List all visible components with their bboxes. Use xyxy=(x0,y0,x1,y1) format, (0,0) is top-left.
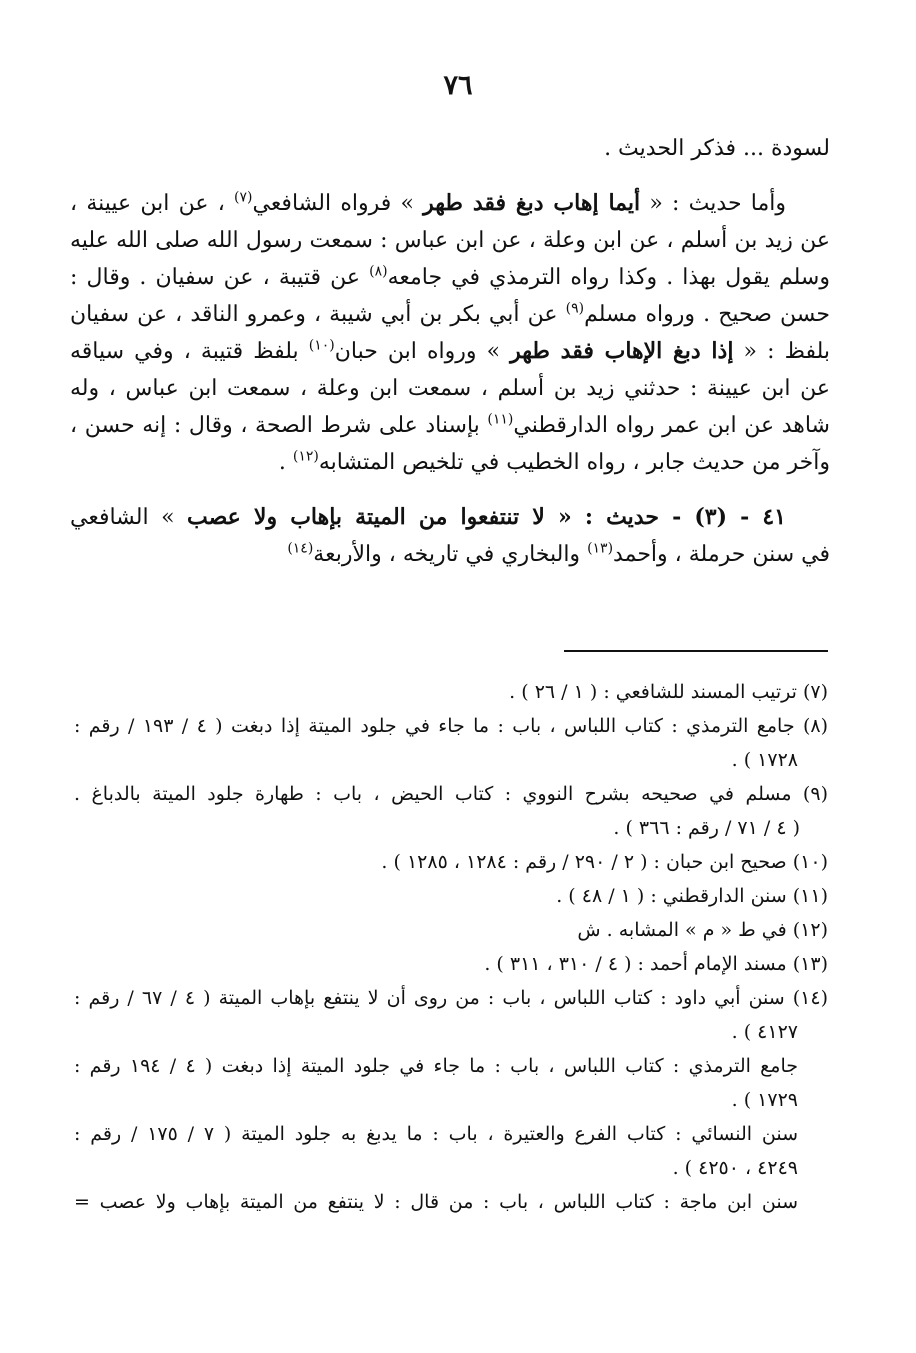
text-run: عن قتيبة ، عن سفيان . وقال : xyxy=(70,265,370,290)
text-run: شاهد عن ابن عمر رواه الدارقطني xyxy=(513,413,830,438)
text-line: عن ابن عيينة : حدثني زيد بن أسلم ، سمعت ابن وعلة ، سمعت ابن عباس ، وله xyxy=(70,376,830,401)
text-run: في سنن حرملة ، وأحمد xyxy=(613,542,830,567)
hadith-quote: إذا دبغ الإهاب فقد طهر xyxy=(510,338,734,364)
footnote-14-continued: ٤٢٤٩ ، ٤٢٥٠ ) . xyxy=(672,1157,798,1179)
text-run: . xyxy=(278,450,293,475)
text-line xyxy=(70,259,830,296)
footnote-ref: (٩) xyxy=(565,300,585,317)
footnote-13: (١٣) مسند الإمام أحمد : ( ٤ / ٣١٠ ، ٣١١ ) . xyxy=(484,953,828,975)
text-line: عن زيد بن أسلم ، عن ابن وعلة ، عن ابن عباس : سمعت رسول الله صلى الله عليه xyxy=(70,228,830,253)
text-run: » فرواه الشافعي xyxy=(252,191,424,216)
footnote-10: (١٠) صحيح ابن حبان : ( ٢ / ٢٩٠ / رقم : ١٢٨٤ ، ١٢٨٥ ) . xyxy=(381,851,828,873)
paragraph-gap xyxy=(70,481,830,499)
footnote-7: (٧) ترتيب المسند للشافعي : ( ١ / ٢٦ ) . xyxy=(509,681,828,703)
text-run: حسن صحيح . ورواه مسلم xyxy=(584,302,830,327)
text-run: بلفظ قتيبة ، وفي سياقه xyxy=(70,339,309,364)
text-run: » ورواه ابن حبان xyxy=(334,339,511,364)
footnote-12: (١٢) في ط « م » المشابه . ش xyxy=(577,919,828,941)
main-text xyxy=(70,130,830,573)
text-line xyxy=(70,444,830,481)
footnote-14-nasai: سنن النسائي : كتاب الفرع والعتيرة ، باب : ما يدبغ به جلود الميتة ( ٧ / ١٧٥ / رقم : xyxy=(74,1123,799,1145)
text-run: وسلم يقول بهذا . وكذا رواه الترمذي في جامعه xyxy=(387,265,830,290)
text-run: ، عن ابن عيينة ، xyxy=(70,191,235,216)
footnote-separator xyxy=(564,650,828,652)
text-run: عن أبي بكر بن أبي شيبة ، وعمرو الناقد ، عن سفيان xyxy=(70,302,566,327)
text-run: بإسناد على شرط الصحة ، وقال : إنه حسن ، xyxy=(70,413,488,438)
footnote-8: (٨) جامع الترمذي : كتاب اللباس ، باب : ما جاء في جلود الميتة إذا دبغت ( ٤ / ١٩٣ / رقم : xyxy=(74,715,828,737)
footnotes xyxy=(74,675,828,1219)
text-run: وأما حديث : « xyxy=(640,191,786,216)
footnote-14-continued: ٤١٢٧ ) . xyxy=(731,1021,798,1043)
text-run: وآخر من حديث جابر ، رواه الخطيب في تلخيص المتشابه xyxy=(318,450,830,475)
footnote-11: (١١) سنن الدارقطني : ( ١ / ٤٨ ) . xyxy=(556,885,828,907)
text-line xyxy=(70,407,830,444)
footnote-ref: (١٢) xyxy=(292,448,319,465)
footnote-ref: (١٤) xyxy=(287,540,314,557)
text-line xyxy=(70,296,830,333)
footnote-9-continued: ( ٤ / ٧١ / رقم : ٣٦٦ ) . xyxy=(613,817,800,839)
text-run: بلفظ : « xyxy=(733,339,830,364)
text-line xyxy=(70,333,830,370)
text-line xyxy=(70,185,830,222)
footnote-ref: (١٣) xyxy=(587,540,614,557)
text-line: لسودة ... فذكر الحديث . xyxy=(604,136,830,161)
footnote-8-continued: ١٧٢٨ ) . xyxy=(731,749,798,771)
footnote-ref: (٧) xyxy=(234,189,253,206)
footnote-14: (١٤) سنن أبي داود : كتاب اللباس ، باب : من روى أن لا ينتفع بإهاب الميتة ( ٤ / ٦٧ / رقم : xyxy=(74,987,829,1009)
text-line xyxy=(70,499,830,536)
footnote-14-continued: ١٧٢٩ ) . xyxy=(731,1089,798,1111)
footnote-ref: (٨) xyxy=(369,263,388,280)
hadith-heading: ٤١ - (٣) - حديث : « لا تنتفعوا من الميتة بإهاب ولا عصب xyxy=(186,504,786,530)
paragraph-gap xyxy=(70,167,830,185)
footnote-14-ibn-majah: سنن ابن ماجة : كتاب اللباس ، باب : من قال : لا ينتفع من الميتة بإهاب ولا عصب = xyxy=(74,1191,798,1213)
text-line xyxy=(70,536,830,573)
text-run: » الشافعي xyxy=(70,505,187,530)
text-run: والبخاري في تاريخه ، والأربعة xyxy=(313,542,588,567)
footnote-14-tirmidhi: جامع الترمذي : كتاب اللباس ، باب : ما جاء في جلود الميتة إذا دبغت ( ٤ / ١٩٤ رقم : xyxy=(74,1055,798,1077)
page-number: ٧٦ xyxy=(443,70,473,101)
footnote-ref: (١٠) xyxy=(308,337,335,354)
footnote-ref: (١١) xyxy=(487,411,514,428)
footnote-9: (٩) مسلم في صحيحه بشرح النووي : كتاب الحيض ، باب : طهارة جلود الميتة بالدباغ . xyxy=(74,783,828,805)
hadith-quote: أيما إهاب دبغ فقد طهر xyxy=(423,190,641,216)
